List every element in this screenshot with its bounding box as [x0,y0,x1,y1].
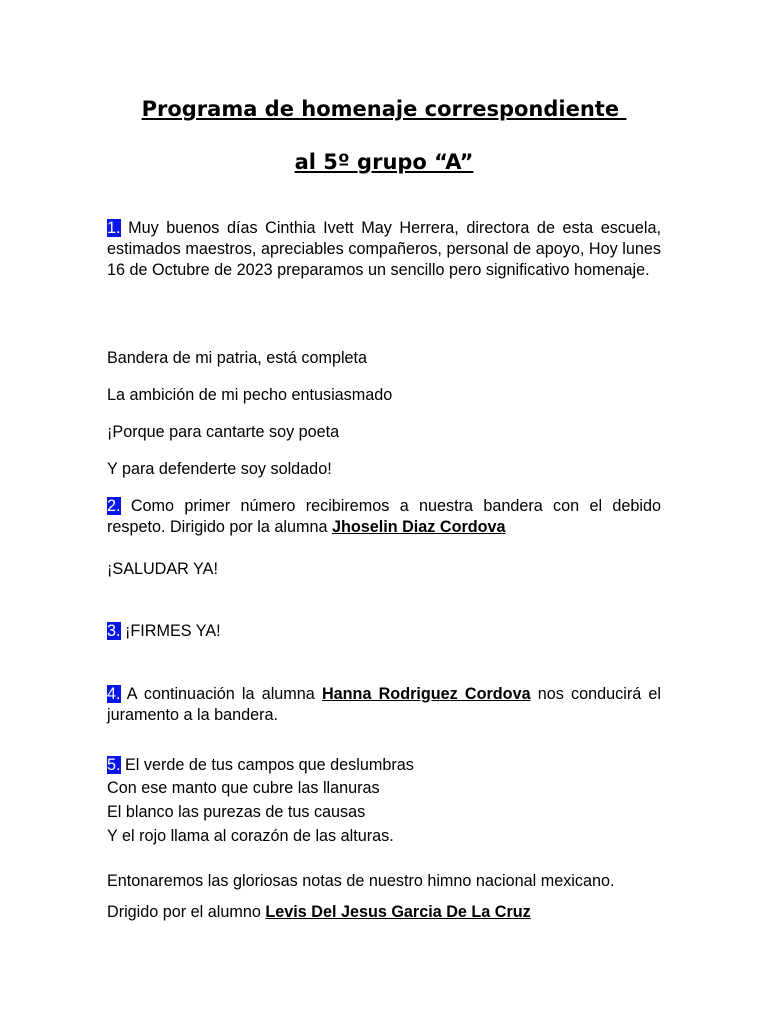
item-4-text-after: nos conducirá el juramento a la bandera. [107,685,661,724]
poem-line-2: La ambición de mi pecho entusiasmado [107,386,393,404]
item-2-text: Como primer número recibiremos a nuestra bandera con el debido respeto. Dirigido por la alumna [107,497,661,536]
dirigido-paragraph [107,902,661,923]
item-1-text: Muy buenos días Cinthia Ivett May Herrera, directora de esta escuela, estimados maestros, apreciables compañeros, personal de apoyo, Hoy lunes 16 de Octubre de 2023 preparamos un sencillo pero significativo homenaje. [107,219,661,279]
himno-paragraph: Entonaremos las gloriosas notas de nuestro himno nacional mexicano. [107,872,615,890]
student-name-jhoselin: Jhoselin Diaz Cordova [331,518,506,536]
student-name-levis: Levis Del Jesus Garcia De La Cruz [265,903,531,921]
poem-line-4: Y para defenderte soy soldado! [107,460,332,478]
item-5-line-2: Con ese manto que cubre las llanuras [107,779,380,797]
item-number-1: 1. [107,219,121,237]
document-title-line-2: al 5º grupo “A” [294,150,474,174]
item-2-paragraph [107,496,661,538]
poem-line-1: Bandera de mi patria, está completa [107,349,368,367]
item-5-line-4: Y el rojo llama al corazón de las alturas. [107,827,394,845]
item-1-paragraph [107,218,661,281]
item-number-4: 4. [107,685,121,703]
item-3-paragraph [107,621,661,642]
item-4-text-before: A continuación la alumna [120,685,322,703]
item-3-text: ¡FIRMES YA! [120,622,221,640]
item-5-line-3: El blanco las purezas de tus causas [107,803,366,821]
item-number-2: 2. [107,497,121,515]
item-4-paragraph [107,684,661,726]
item-5-first-line: El verde de tus campos que deslumbras [120,756,414,774]
item-number-3: 3. [107,622,121,640]
item-number-5: 5. [107,756,121,774]
student-name-hanna: Hanna Rodriguez Cordova [321,685,531,703]
document-title-line-1: Programa de homenaje correspondiente [141,97,627,121]
item-5-line-1 [107,755,661,776]
saludar-command: ¡SALUDAR YA! [107,560,218,578]
dirigido-text: Drigido por el alumno [107,903,266,921]
poem-line-3: ¡Porque para cantarte soy poeta [107,423,340,441]
